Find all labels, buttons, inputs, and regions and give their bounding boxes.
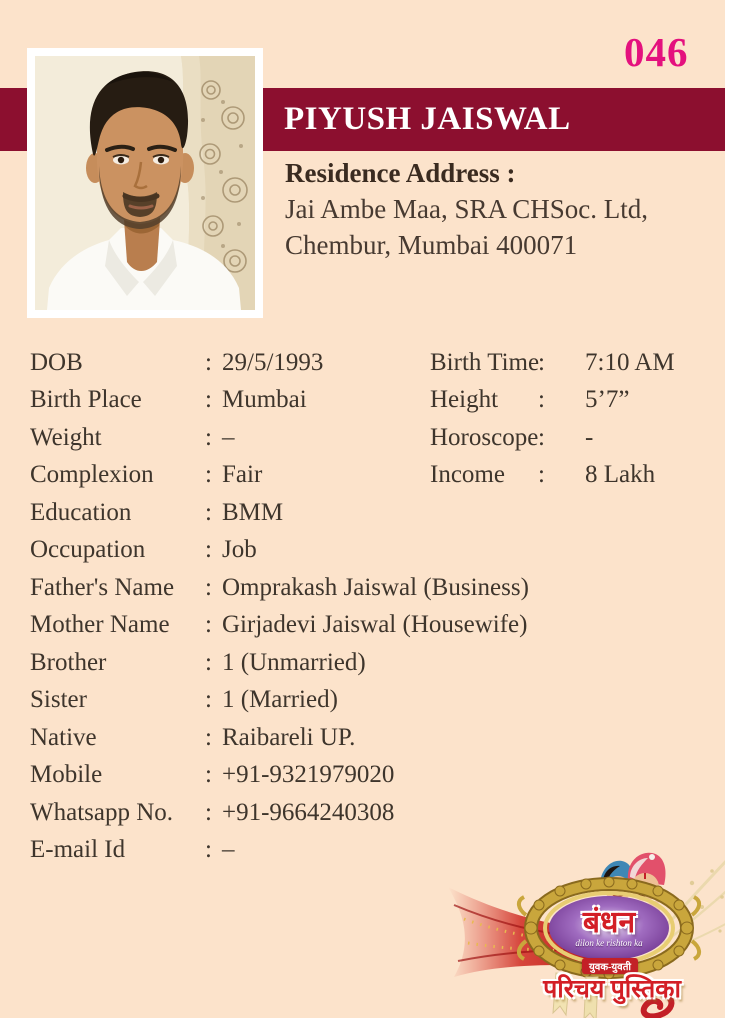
- detail-row-height: [430, 382, 675, 420]
- portrait-illustration: [35, 56, 255, 310]
- detail-colon: :: [538, 386, 545, 414]
- detail-row-education: [30, 494, 529, 532]
- detail-row-sister: [30, 682, 529, 720]
- detail-label: Weight: [30, 423, 102, 451]
- detail-value: –: [222, 836, 235, 864]
- page-edge-right: [725, 0, 731, 1024]
- detail-row-horoscope: [430, 419, 675, 457]
- detail-label: Complexion: [30, 461, 154, 489]
- detail-label: Education: [30, 498, 132, 526]
- detail-value: BMM: [222, 498, 284, 526]
- detail-row-income: [430, 457, 675, 495]
- bandhan-logo: [440, 845, 731, 1024]
- detail-value: -: [585, 423, 594, 451]
- detail-label: E-mail Id: [30, 836, 126, 864]
- detail-value: 8 Lakh: [585, 461, 656, 489]
- detail-value: –: [222, 423, 235, 451]
- detail-colon: :: [538, 461, 545, 489]
- detail-row-brother: [30, 644, 529, 682]
- detail-value: Fair: [222, 461, 263, 489]
- detail-colon: :: [205, 423, 212, 451]
- profile-number: 046: [624, 29, 689, 75]
- detail-value: 7:10 AM: [585, 348, 675, 376]
- bandhan-tagline: dilon ke rishton ka: [575, 938, 643, 948]
- detail-value: Job: [222, 536, 257, 564]
- page-edge-bottom: [0, 1018, 731, 1024]
- detail-colon: :: [205, 723, 212, 751]
- detail-colon: :: [205, 686, 212, 714]
- detail-label: Father's Name: [30, 573, 175, 601]
- detail-row-birth-time: [430, 344, 675, 382]
- detail-colon: :: [205, 498, 212, 526]
- detail-row-occupation: [30, 532, 529, 570]
- detail-label: Mother Name: [30, 611, 170, 639]
- detail-value: Girjadevi Jaiswal (Housewife): [222, 611, 528, 639]
- bandhan-badge-text: युवक-युवती: [582, 958, 638, 974]
- detail-colon: :: [205, 648, 212, 676]
- person-name: PIYUSH JAISWAL: [284, 101, 571, 137]
- detail-colon: :: [538, 423, 545, 451]
- address-line-2: Chembur, Mumbai 400071: [285, 229, 578, 260]
- detail-colon: :: [205, 761, 212, 789]
- detail-value: 29/5/1993: [222, 348, 324, 376]
- detail-colon: :: [205, 348, 212, 376]
- detail-row-whatsapp: [30, 794, 529, 832]
- detail-row-father-name: [30, 569, 529, 607]
- detail-value: +91-9321979020: [222, 761, 395, 789]
- detail-colon: :: [205, 536, 212, 564]
- address-heading: Residence Address :: [285, 158, 516, 188]
- detail-label: Sister: [30, 686, 87, 714]
- detail-label: Height: [430, 386, 499, 414]
- detail-label: Birth Place: [30, 386, 142, 414]
- detail-label: Occupation: [30, 536, 146, 564]
- detail-value: +91-9664240308: [222, 798, 395, 826]
- detail-colon: :: [205, 611, 212, 639]
- residence-address: [285, 158, 648, 263]
- detail-colon: :: [205, 386, 212, 414]
- detail-label: Brother: [30, 648, 107, 676]
- detail-label: DOB: [30, 348, 83, 376]
- detail-label: Horoscope: [430, 423, 539, 451]
- detail-row-mobile: [30, 757, 529, 795]
- detail-label: Native: [30, 723, 97, 751]
- detail-value: Mumbai: [222, 386, 307, 414]
- detail-value: Raibareli UP.: [222, 723, 356, 751]
- details-table-right: [430, 344, 675, 494]
- detail-colon: :: [205, 798, 212, 826]
- bandhan-brand-text: बंधन: [582, 906, 636, 939]
- detail-label: Birth Time: [430, 348, 540, 376]
- detail-row-native: [30, 719, 529, 757]
- detail-row-mother-name: [30, 607, 529, 645]
- bandhan-subtitle-text: परिचय पुस्तिका: [543, 976, 681, 1003]
- detail-label: Mobile: [30, 761, 103, 789]
- detail-value: Omprakash Jaiswal (Business): [222, 573, 529, 601]
- detail-colon: :: [205, 836, 212, 864]
- detail-value: 1 (Married): [222, 686, 338, 714]
- detail-colon: :: [205, 573, 212, 601]
- profile-photo: [27, 48, 263, 318]
- detail-value: 5’7”: [585, 386, 630, 414]
- detail-value: 1 (Unmarried): [222, 648, 366, 676]
- detail-label: Income: [430, 461, 505, 489]
- detail-label: Whatsapp No.: [30, 798, 174, 826]
- address-line-1: Jai Ambe Maa, SRA CHSoc. Ltd,: [285, 194, 648, 224]
- detail-colon: :: [538, 348, 545, 376]
- detail-colon: :: [205, 461, 212, 489]
